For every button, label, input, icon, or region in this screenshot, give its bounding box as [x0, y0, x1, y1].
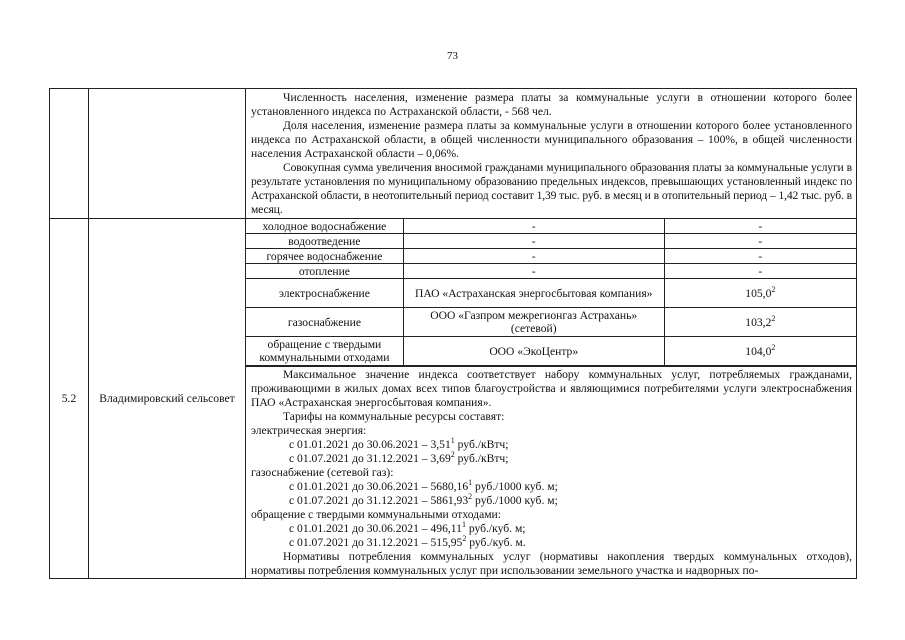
- footnote-mark: 1: [461, 520, 466, 530]
- service-index: [664, 219, 856, 234]
- max-index-paragraph: Максимальное значение индекса соответствует набору коммунальных услуг, потребляемых гражданами, проживающими в жилых домах всех типов благоустройства и являющимися потребителями услуги электроснабжения ПАО «Астраханская энергосбытовая компания».: [251, 368, 852, 409]
- tariff-unit: руб./куб. м;: [465, 522, 526, 535]
- tariff-line: [251, 494, 852, 508]
- tariff-unit: руб./кВтч;: [454, 438, 509, 451]
- tariff-period: с 01.01.2021 до 30.06.2021 – 496,11: [289, 522, 462, 535]
- index-value: -: [758, 234, 763, 248]
- tariff-unit: руб./кВтч;: [454, 452, 509, 465]
- service-row: [246, 234, 856, 249]
- service-name: обращение с твердыми коммунальными отходами: [246, 337, 403, 366]
- tariff-group-label: обращение с твердыми коммунальными отходами:: [251, 508, 501, 521]
- tariff-groups: [251, 424, 852, 550]
- service-name: горячее водоснабжение: [246, 249, 403, 264]
- tariffs-block: [246, 366, 856, 578]
- section-row: [50, 219, 857, 579]
- footnote-mark: 2: [462, 534, 467, 544]
- tariff-line: [251, 536, 852, 550]
- index-value: 105,0: [745, 286, 772, 300]
- footnote-mark: 2: [771, 342, 776, 352]
- index-value: -: [758, 219, 763, 233]
- footnote-mark: 2: [771, 313, 776, 323]
- service-row: [246, 249, 856, 264]
- service-name: отопление: [246, 264, 403, 279]
- service-provider: ООО «Газпром межрегионгаз Астрахань» (сетевой): [403, 308, 664, 337]
- top-row: [50, 89, 857, 219]
- tariffs-intro: Тарифы на коммунальные ресурсы составят:: [283, 410, 505, 423]
- service-name: газоснабжение: [246, 308, 403, 337]
- service-row: [246, 264, 856, 279]
- index-value: 103,2: [745, 315, 772, 329]
- service-index: [664, 264, 856, 279]
- service-index: [664, 308, 856, 337]
- top-row-text-cell: [246, 89, 857, 219]
- population-share-paragraph: Доля населения, изменение размера платы за коммунальные услуги в отношении которого более установленного индекса по Астраханской области, в общей численности муниципального образования – 100%, в общей численности населения Астраханской области – 0,06%.: [251, 119, 852, 160]
- services-table: [246, 219, 856, 366]
- service-provider: -: [403, 264, 664, 279]
- population-paragraph: Численность населения, изменение размера платы за коммунальные услуги в отношении которого более установленного индекса по Астраханской области, - 568 чел.: [251, 91, 852, 118]
- section-name: Владимировский сельсовет: [89, 219, 246, 579]
- service-provider: -: [403, 219, 664, 234]
- tariff-group-label: газоснабжение (сетевой газ):: [251, 466, 394, 479]
- tariff-unit: руб./куб. м.: [466, 536, 526, 549]
- service-name: холодное водоснабжение: [246, 219, 403, 234]
- service-index: [664, 337, 856, 366]
- tariff-period: с 01.01.2021 до 30.06.2021 – 3,51: [289, 438, 451, 451]
- service-provider: -: [403, 249, 664, 264]
- index-value: -: [758, 264, 763, 278]
- footnote-mark: 1: [450, 436, 455, 446]
- index-value: 104,0: [745, 344, 772, 358]
- tariff-line: [251, 452, 852, 466]
- section-number: 5.2: [50, 219, 89, 579]
- total-increase-paragraph: Совокупная сумма увеличения вносимой гражданами муниципального образования платы за коммунальные услуги в результате установления по муниципальному образованию предельных индексов, превышающих установленный индекс по Астраханской области, в неотопительный период составит 1,39 тыс. руб. в месяц и в отопительный период – 1,42 тыс. руб. в месяц.: [251, 161, 852, 216]
- tariff-period: с 01.07.2021 до 31.12.2021 – 515,95: [289, 536, 463, 549]
- footnote-mark: 1: [468, 478, 473, 488]
- section-content-cell: [246, 219, 857, 579]
- service-index: [664, 249, 856, 264]
- footnote-mark: 2: [468, 492, 473, 502]
- top-row-name-cell: [89, 89, 246, 219]
- tariff-line: [251, 480, 852, 494]
- service-provider: -: [403, 234, 664, 249]
- page-number: 73: [447, 50, 458, 62]
- service-name: электроснабжение: [246, 279, 403, 308]
- service-row: [246, 219, 856, 234]
- service-provider: ООО «ЭкоЦентр»: [403, 337, 664, 366]
- tariff-unit: руб./1000 куб. м;: [472, 494, 558, 507]
- tariff-line: [251, 522, 852, 536]
- top-row-number-cell: [50, 89, 89, 219]
- tariff-unit: руб./1000 куб. м;: [472, 480, 558, 493]
- norms-paragraph: Нормативы потребления коммунальных услуг (нормативы накопления твердых коммунальных отходов), нормативы потребления коммунальных услуг при использовании земельного участка и надворных по-: [251, 550, 852, 577]
- footnote-mark: 2: [450, 450, 455, 460]
- service-row: [246, 308, 856, 337]
- service-provider: ПАО «Астраханская энергосбытовая компания»: [403, 279, 664, 308]
- service-index: [664, 279, 856, 308]
- tariff-group-label: электрическая энергия:: [251, 424, 367, 437]
- tariff-period: с 01.07.2021 до 31.12.2021 – 3,69: [289, 452, 451, 465]
- index-value: -: [758, 249, 763, 263]
- service-name: водоотведение: [246, 234, 403, 249]
- service-row: [246, 337, 856, 366]
- tariff-line: [251, 438, 852, 452]
- tariff-period: с 01.07.2021 до 31.12.2021 – 5861,93: [289, 494, 469, 507]
- service-row: [246, 279, 856, 308]
- service-index: [664, 234, 856, 249]
- document-table: [49, 88, 857, 579]
- tariff-period: с 01.01.2021 до 30.06.2021 – 5680,16: [289, 480, 469, 493]
- footnote-mark: 2: [771, 284, 776, 294]
